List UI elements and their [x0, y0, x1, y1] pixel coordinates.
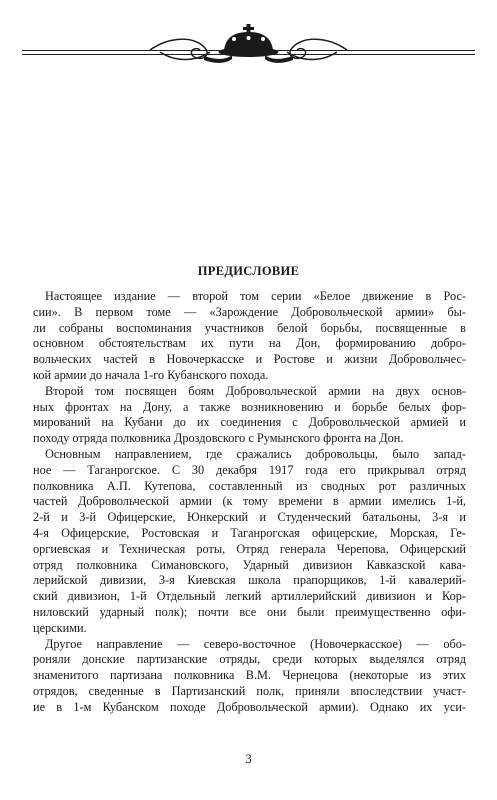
text-line: 4-я Офицерские, Ростовская и Таганрогская офицерские, Морская, Ге- [33, 525, 466, 540]
text-line: походу отряда полковника Дроздовского с Румынского фронта на Дон. [33, 431, 404, 446]
paragraph [33, 289, 466, 384]
text-line: отряд полковника Симановского, Ударный дивизион Кавказской кава- [33, 557, 466, 572]
text-line: ский дивизион, 1-й Отдельный легкий артиллерийский дивизион и Кор- [33, 589, 466, 604]
text-line: ное — Таганрогское. С 30 декабря 1917 года его прикрывал отряд [33, 462, 466, 477]
crown-ornament-icon [0, 22, 497, 72]
text-line: частей Добровольческой армии (к тому времени в армии имелись 1-й, [33, 494, 466, 509]
paragraph [33, 384, 466, 447]
text-line: Основным направлением, где сражались добровольцы, было запад- [45, 446, 466, 461]
text-line: лерийской дивизии, 3-я Киевская школа прапорщиков, 1-й кавалерий- [33, 573, 466, 588]
text-line: ли собраны воспоминания участников белой борьбы, посвященные в [33, 320, 466, 335]
text-line: Другое направление — северо-восточное (Новочеркасское) — обо- [45, 636, 466, 651]
text-line: мирований на Кубани до их соединения с Добровольческой армией и [33, 415, 466, 430]
text-line: ных фронтах на Дону, а также возникновению и борьбе белых фор- [33, 399, 466, 414]
text-line: оргиевская и Техническая роты, Отряд генерала Черепова, Офицерский [33, 541, 466, 556]
text-line: основном обстоятельствам их пути на Дон, формированию добро- [33, 336, 466, 351]
text-line: кой армии до начала 1-го Кубанского похода. [33, 367, 269, 382]
text-line: знаменитого партизана полковника В.М. Чернецова (некоторые из этих [33, 668, 466, 683]
text-line: полковника А.П. Кутепова, составленный из сводных рот различных [33, 478, 466, 493]
paragraph [33, 637, 466, 716]
paragraph [33, 447, 466, 637]
text-line: сии». В первом томе — «Зарождение Добровольческой армии» бы- [33, 304, 466, 319]
text-line: 2-й и 3-й Офицерские, Юнкерский и Студенческий батальоны, 3-я и [33, 510, 466, 525]
text-line: роняли донские партизанские отряды, среди которых выделялся отряд [33, 652, 466, 667]
text-line: ие в 1-м Кубанском походе Добровольческой армии). Однако их уси- [33, 699, 466, 714]
body-text [33, 289, 466, 716]
page-heading: ПРЕДИСЛОВИЕ [197, 264, 300, 278]
text-line: Настоящее издание — второй том серии «Белое движение в Рос- [45, 289, 466, 303]
text-line: вольческих частей в Новочеркасске и Ростове и жизни Добровольчес- [33, 352, 466, 367]
text-line: церскими. [33, 620, 87, 635]
text-line: ниловский ударный полк); почти все они были преимущественно офи- [33, 604, 466, 619]
page-number: 3 [245, 752, 252, 766]
text-line: Второй том посвящен боям Добровольческой армии на двух основ- [45, 383, 466, 398]
text-line: отрядов, сведенные в Партизанский полк, приняли впоследствии участ- [33, 683, 466, 698]
